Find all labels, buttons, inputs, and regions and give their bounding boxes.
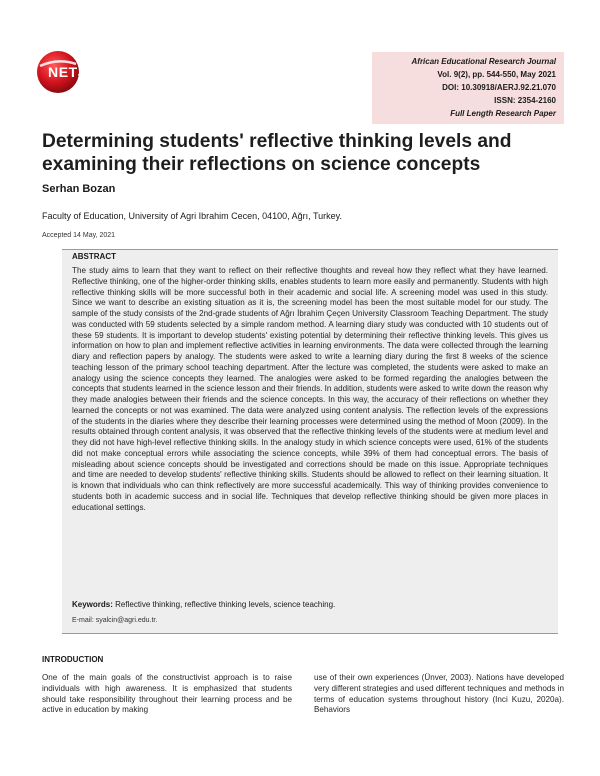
introduction-right-column: use of their own experiences (Ünver, 2003). Nations have developed very different strategies and used different techniques and methods in terms of education systems throughout history (Inci Kuzu, 2020a). Behaviors bbox=[314, 673, 564, 715]
introduction-left-column: One of the main goals of the constructivist approach is to raise individuals with high awareness. It is emphasized that students should take responsibility throughout their learning process and be active in education by making bbox=[42, 673, 292, 715]
author-affiliation: Faculty of Education, University of Agri Ibrahim Cecen, 04100, Ağrı, Turkey. bbox=[42, 211, 342, 221]
keywords bbox=[72, 600, 335, 609]
author-name: Serhan Bozan bbox=[42, 183, 116, 195]
journal-doi: DOI: 10.30918/AERJ.92.21.070 bbox=[442, 83, 556, 92]
keywords-list: Reflective thinking, reflective thinking levels, science teaching. bbox=[115, 600, 336, 609]
journal-issn: ISSN: 2354-2160 bbox=[494, 96, 556, 105]
journal-volume: Vol. 9(2), pp. 544-550, May 2021 bbox=[437, 70, 556, 79]
logo-text: NETJOURNALS bbox=[48, 64, 160, 80]
journal-name: African Educational Research Journal bbox=[411, 57, 556, 66]
abstract-text: The study aims to learn that they want to reflect on their reflective thoughts and reveal how they reflect what they have learned. Reflective thinking, one of the higher-order thinking skills, enables students to learn more easily and permanently. Students with high reflective thinking skills will be more successful both in their academic and social life. A screening model was used in this study. Since we want to describe an existing situation as it is, the screening model has been the most suitable model for our study. The sample of the study consists of the 2nd-grade students of Ağrı İbrahim Çeçen University Classroom Teaching Department. The study was conducted with 59 students selected by a simple random method. A learning diary study was conducted with 10 students out of these 59 students. It is important to develop students' existing potential by determining their reflective thinking levels. This gives us information on how to plan and implement reflective activities in learning environments. The data were collected through the learning diary and reflection papers by analogy. The students were asked to write a learning diary during the first 8 weeks of the science teaching lesson of the primary school teaching department. After the lecture was completed, the students were asked to make an analogy using the science concepts they learned. The analogies were asked to be formed regarding the analogies between the concepts that students learned in the science lesson and their friends. In addition, students were asked to write down the reason why they made analogies between their friends and the science concepts. In this way, the accuracy of their reflections on whether they learned the concepts or not was examined. The data were analyzed using content analysis. The reflection levels of the expressions of the students in the diaries where they describe their learning processes were determined using the method of Moon (2009). In the results obtained through content analysis, it was observed that the reflective thinking levels of the students were at medium level and they did not have high-level reflective thinking skills. In the analogy study in which science concepts were used, 61% of the students did not make conceptual errors while associating the science concepts, while 39% of them had conceptual errors. The basis of misleading about science concepts should be investigated and corrections should be made on this issue. Appropriate techniques and time are needed to develop students' reflective thinking skills. Students should be allowed to reflect on their learning situation. It is known that individuals who can think reflectively are more successful academically. This way of thinking provides convenience to students both in academic success and in social life. Techniques that develop reflective thinking should be given more places in educational settings. bbox=[72, 266, 548, 512]
paper-title: Determining students' reflective thinking levels and examining their reflections on science concepts bbox=[42, 131, 512, 175]
author-email[interactable]: E-mail: syalcin@agri.edu.tr. bbox=[72, 617, 158, 624]
keywords-label: Keywords: bbox=[72, 600, 113, 609]
abstract-heading: ABSTRACT bbox=[72, 252, 116, 261]
paper-type: Full Length Research Paper bbox=[450, 109, 556, 118]
introduction-heading: INTRODUCTION bbox=[42, 655, 104, 664]
journal-info-box bbox=[372, 52, 564, 124]
accepted-date: Accepted 14 May, 2021 bbox=[42, 232, 116, 239]
netjournals-logo bbox=[34, 50, 214, 94]
